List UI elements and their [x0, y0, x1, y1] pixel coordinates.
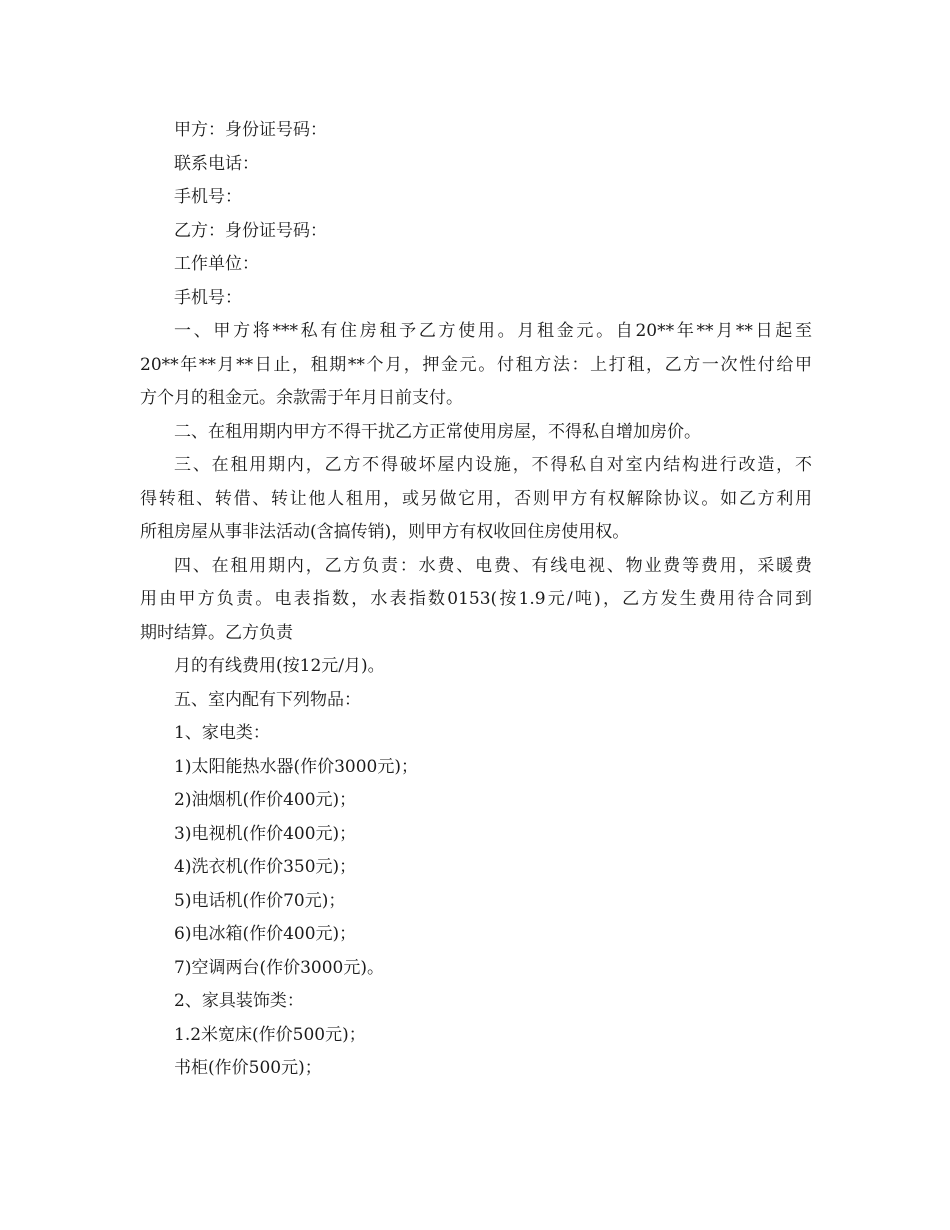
party-a-id-line: 甲方：身份证号码： [174, 120, 327, 140]
clause-4-line-1: 四、在租用期内，乙方负责：水费、电费、有线电视、物业费等费用，采暖费 [174, 555, 812, 576]
clause-5-heading: 五、室内配有下列物品： [174, 689, 361, 710]
furniture-heading: 2、家具装饰类： [174, 991, 304, 1011]
list-item: 3)电视机(作价400元)； [174, 823, 357, 844]
clause-1-line-1: 一、甲方将***私有住房租予乙方使用。月租金元。自20**年**月**日起至 [174, 321, 812, 341]
clause-1-line-2: 20**年**月**日止，租期**个月，押金元。付租方法：上打租，乙方一次性付给甲 [140, 354, 812, 375]
list-item: 2)油烟机(作价400元)； [174, 790, 357, 810]
list-item: 7)空调两台(作价3000元)。 [174, 957, 384, 978]
party-a-mobile-line: 手机号： [174, 187, 242, 207]
list-item: 5)电话机(作价70元)； [174, 890, 346, 911]
clause-4-line-3: 期时结算。乙方负责 [140, 622, 293, 643]
document-body [140, 114, 812, 1086]
clause-3-line-3: 所租房屋从事非法活动(含搞传销)，则甲方有权收回住房使用权。 [140, 522, 630, 542]
party-b-employer-line: 工作单位： [174, 254, 259, 274]
list-item: 书柜(作价500元)； [174, 1058, 322, 1078]
list-item: 6)电冰箱(作价400元)； [174, 924, 357, 944]
party-b-mobile-line: 手机号： [174, 287, 242, 308]
clause-3-line-1: 三、在租用期内，乙方不得破坏屋内设施，不得私自对室内结构进行改造，不 [174, 455, 812, 475]
clause-3-line-2: 得转租、转借、转让他人租用，或另做它用，否则甲方有权解除协议。如乙方利用 [140, 488, 812, 509]
list-item: 1.2米宽床(作价500元)； [174, 1024, 366, 1045]
party-a-phone-line: 联系电话： [174, 153, 259, 174]
clause-1-line-3: 方个月的租金元。余款需于年月日前支付。 [140, 388, 463, 408]
appliances-heading: 1、家电类： [174, 723, 270, 743]
clause-4-line-4: 月的有线费用(按12元/月)。 [174, 656, 385, 676]
list-item: 1)太阳能热水器(作价3000元)； [174, 756, 418, 777]
clause-2-line-1: 二、在租用期内甲方不得干扰乙方正常使用房屋，不得私自增加房价。 [174, 421, 701, 442]
party-b-id-line: 乙方：身份证号码： [174, 220, 327, 241]
list-item: 4)洗衣机(作价350元)； [174, 857, 357, 877]
clause-4-line-2: 用由甲方负责。电表指数，水表指数0153(按1.9元/吨)，乙方发生费用待合同到 [140, 589, 812, 609]
